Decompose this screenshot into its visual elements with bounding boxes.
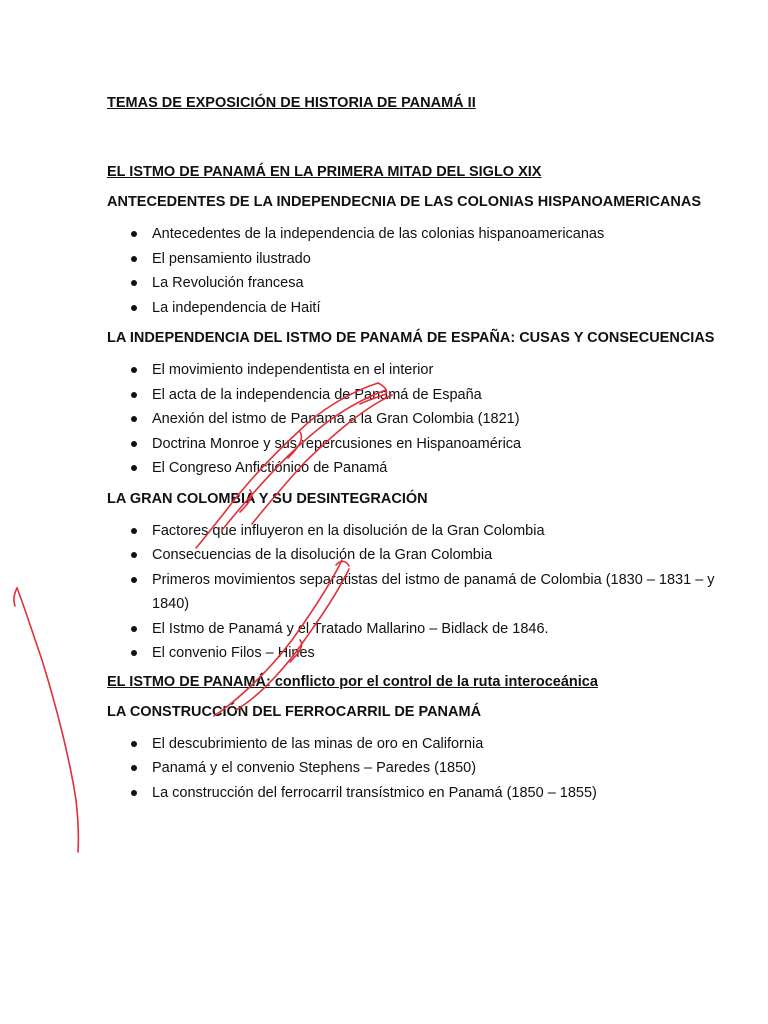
list-item: Panamá y el convenio Stephens – Paredes (1850) <box>152 756 747 781</box>
subsection-gran-colombia <box>107 487 747 666</box>
list-item: El Congreso Anfictiónico de Panamá <box>152 456 747 481</box>
bullet-list-antecedentes <box>107 222 747 320</box>
list-item: El Istmo de Panamá y el Tratado Mallarino – Bidlack de 1846. <box>152 617 747 642</box>
list-item: Consecuencias de la disolución de la Gran Colombia <box>152 543 747 568</box>
section-1-title: EL ISTMO DE PANAMÁ EN LA PRIMERA MITAD DEL SIGLO XIX <box>107 164 542 180</box>
list-item: El movimiento independentista en el interior <box>152 358 747 383</box>
list-item: Doctrina Monroe y sus repercusiones en Hispanoamérica <box>152 432 747 457</box>
subsection-heading-gran-colombia: LA GRAN COLOMBIA Y SU DESINTEGRACIÓN <box>107 490 428 507</box>
list-item: La independencia de Haití <box>152 296 747 321</box>
list-item: El convenio Filos – Hines <box>152 641 747 666</box>
section-2-title-rest: conflicto por el control de la ruta interoceánica <box>270 673 598 690</box>
subsection-heading-independencia: LA INDEPENDENCIA DEL ISTMO DE PANAMÁ DE ESPAÑA: CUSAS Y CONSECUENCIAS <box>107 330 715 346</box>
section-2-title <box>107 672 747 692</box>
list-item: El descubrimiento de las minas de oro en California <box>152 732 747 757</box>
section-2-title-bold: EL ISTMO DE PANAMÁ: <box>107 673 271 690</box>
list-item: Primeros movimientos separatistas del istmo de panamá de Colombia (1830 – 1831 – y 1840) <box>152 568 747 617</box>
list-item: El pensamiento ilustrado <box>152 247 747 272</box>
subsection-antecedentes <box>107 190 747 320</box>
document-title: TEMAS DE EXPOSICIÓN DE HISTORIA DE PANAMÁ II <box>107 95 476 111</box>
subsection-heading-antecedentes: ANTECEDENTES DE LA INDEPENDECNIA DE LAS COLONIAS HISPANOAMERICANAS <box>107 194 702 210</box>
bullet-list-gran-colombia <box>107 519 747 666</box>
list-item: Factores que influyeron en la disolución de la Gran Colombia <box>152 519 747 544</box>
subsection-independencia <box>107 326 747 481</box>
document-page <box>107 93 747 811</box>
list-item: La construcción del ferrocarril transístmico en Panamá (1850 – 1855) <box>152 781 747 806</box>
bullet-list-independencia <box>107 358 747 481</box>
list-item: Anexión del istmo de Panamá a la Gran Colombia (1821) <box>152 407 747 432</box>
pen-stroke <box>17 588 78 852</box>
bullet-list-ferrocarril <box>107 732 747 806</box>
pen-stroke <box>14 588 17 606</box>
subsection-heading-ferrocarril: LA CONSTRUCCIÓN DEL FERROCARRIL DE PANAMÁ <box>107 703 482 720</box>
subsection-ferrocarril <box>107 700 747 806</box>
list-item: Antecedentes de la independencia de las colonias hispanoamericanas <box>152 222 747 247</box>
list-item: El acta de la independencia de Panamá de España <box>152 383 747 408</box>
list-item: La Revolución francesa <box>152 271 747 296</box>
